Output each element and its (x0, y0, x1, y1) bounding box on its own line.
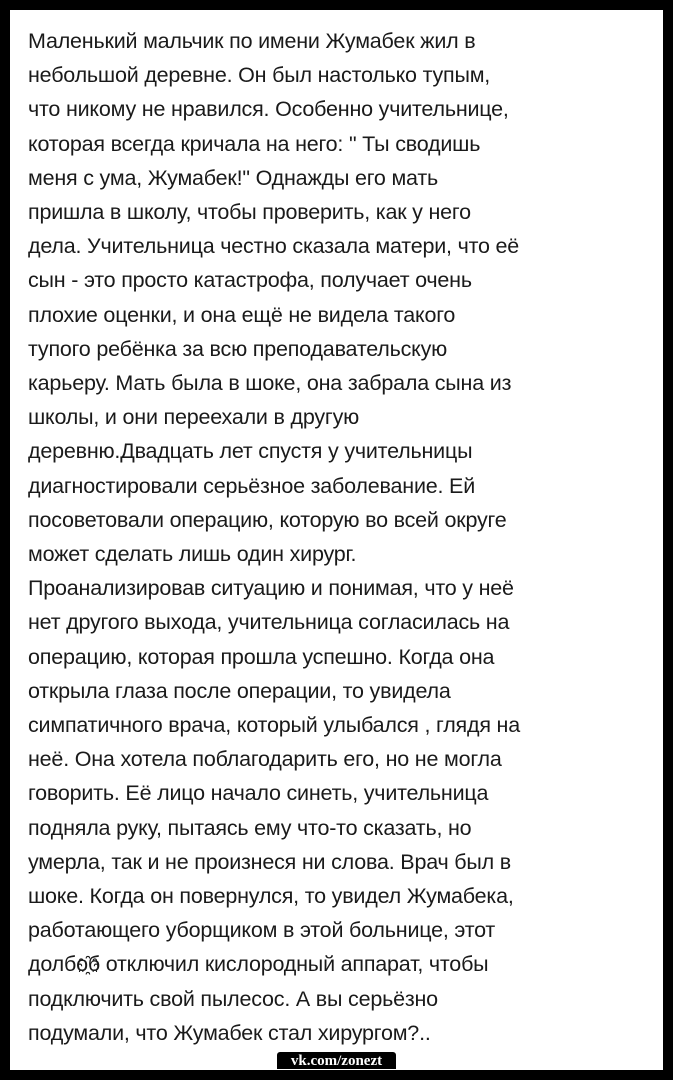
text-line: Проанализировав ситуацию и понимая, что у неё (28, 576, 514, 601)
text-line: карьеру. Мать была в шоке, она забрала сына из (28, 371, 512, 396)
text-line: может сделать лишь один хирург. (28, 542, 357, 567)
text-line: умерла, так и не произнеся ни слова. Врач был в (28, 849, 511, 874)
text-line: деревню.Двадцать лет спустя у учительницы (28, 439, 473, 464)
text-line: что никому не нравился. Особенно учительнице, (28, 97, 509, 122)
text-line: подняла руку, пытаясь ему что-то сказать, но (28, 815, 472, 840)
text-line: нет другого выхода, учительница согласилась на (28, 610, 510, 635)
text-card (10, 10, 663, 1070)
text-line: работающего уборщиком в этой больнице, этот (28, 918, 496, 943)
text-line: дела. Учительница честно сказала матери, что её (28, 234, 520, 259)
text-line: диагностировали серьёзное заболевание. Ей (28, 473, 476, 498)
text-line: долбо҈б отключил кислородный аппарат, чтобы (28, 952, 489, 977)
text-line: пришла в школу, чтобы проверить, как у него (28, 200, 471, 225)
text-line: посоветовали операцию, которую во всей округе (28, 507, 507, 532)
text-line: плохие оценки, и она ещё не видела такого (28, 302, 456, 327)
text-line: открыла глаза после операции, то увидела (28, 678, 451, 703)
watermark (10, 1052, 663, 1070)
text-line: которая всегда кричала на него: " Ты сводишь (28, 131, 481, 156)
text-line: симпатичного врача, который улыбался , глядя на (28, 713, 520, 738)
text-line: школы, и они переехали в другую (28, 405, 360, 430)
text-line: Маленький мальчик по имени Жумабек жил в (28, 29, 476, 53)
text-line: говорить. Её лицо начало синеть, учительница (28, 781, 489, 806)
text-line: подключить свой пылесос. А вы серьёзно (28, 986, 438, 1011)
text-line: тупого ребёнка за всю преподавательскую (28, 336, 448, 361)
text-line: подумали, что Жумабек стал хирургом?.. (28, 1020, 431, 1045)
watermark-label: vk.com/zonezt (277, 1052, 396, 1069)
story-text (28, 24, 649, 1050)
text-line: операцию, которая прошла успешно. Когда она (28, 644, 495, 669)
text-line: неё. Она хотела поблагодарить его, но не могла (28, 747, 502, 772)
text-line: сын - это просто катастрофа, получает очень (28, 268, 472, 293)
text-line: небольшой деревне. Он был настолько тупым, (28, 63, 491, 88)
text-line: шоке. Когда он повернулся, то увидел Жумабека, (28, 884, 514, 909)
text-line: меня с ума, Жумабек!" Однажды его мать (28, 165, 438, 190)
